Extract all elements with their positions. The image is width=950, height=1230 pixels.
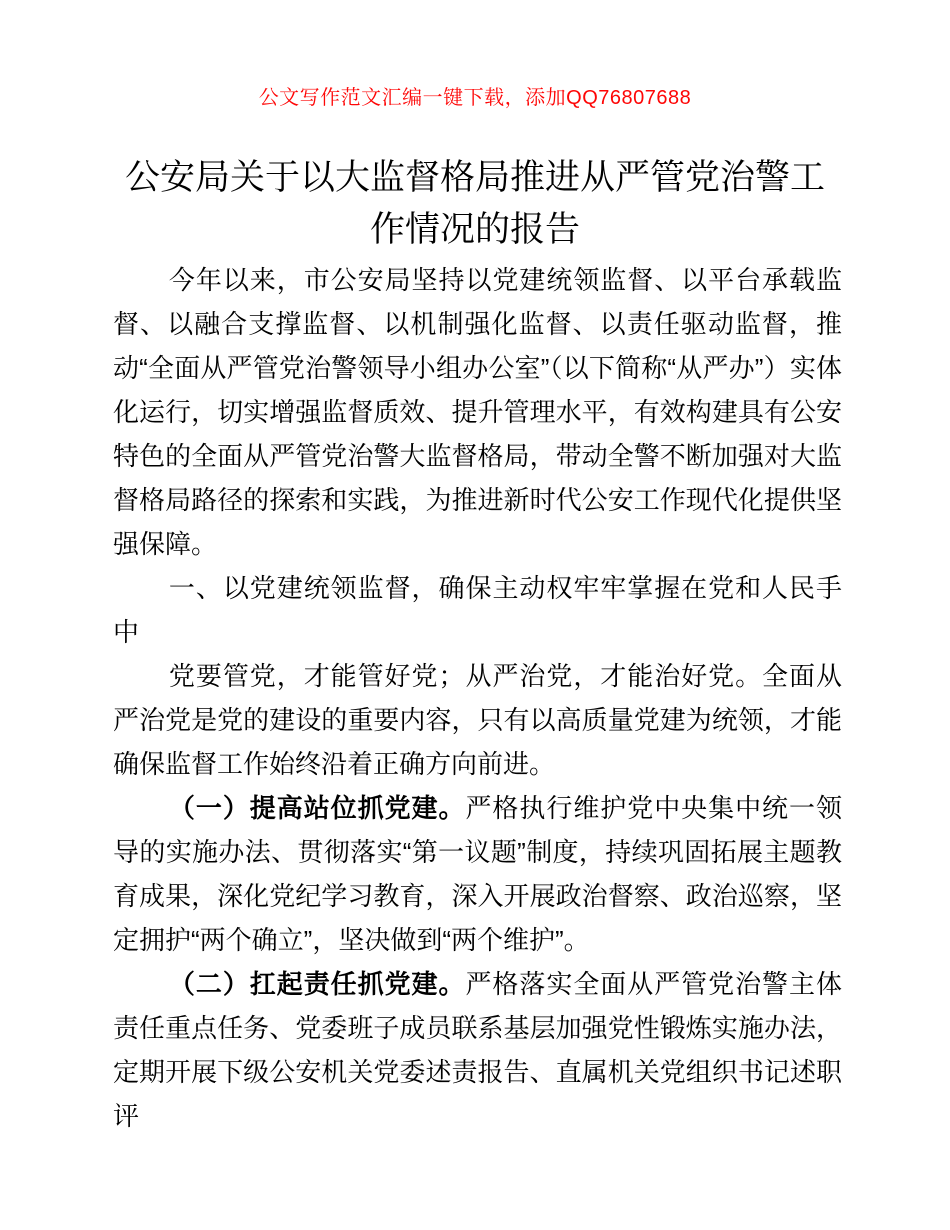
paragraph-section1-intro: 党要管党，才能管好党；从严治党，才能治好党。全面从严治党是党的建设的重要内容，只有以高质量党建为统领，才能确保监督工作始终沿着正确方向前进。: [113, 661, 842, 779]
document-title: 公安局关于以大监督格局推进从严管党治警工作情况的报告: [124, 158, 825, 249]
paragraph-item-1: [113, 786, 842, 962]
item-2-lead: （二）扛起责任抓党建。: [168, 969, 466, 999]
document-body: [113, 258, 842, 1138]
item-1-text: 严格执行维护党中央集中统一领导的实施办法、贯彻落实“第一议题”制度，持续巩固拓展主题教育成果，深化党纪学习教育，深入开展政治督察、政治巡察，坚定拥护“两个确立”，坚决做到“两个维护”。: [113, 793, 842, 955]
item-1-lead: （一）提高站位抓党建。: [168, 793, 466, 823]
section-1-heading: 一、以党建统领监督，确保主动权牢牢掌握在党和人民手中: [113, 573, 842, 647]
item-2-text: 严格落实全面从严管党治警主体责任重点任务、党委班子成员联系基层加强党性锻炼实施办法，定期开展下级公安机关党委述责报告、直属机关党组织书记述职评: [113, 969, 842, 1131]
paragraph-item-2: [113, 962, 842, 1138]
paragraph-intro: 今年以来，市公安局坚持以党建统领监督、以平台承载监督、以融合支撑监督、以机制强化监督、以责任驱动监督，推动“全面从严管党治警领导小组办公室”（以下简称“从严办”）实体化运行，切实增强监督质效、提升管理水平，有效构建具有公安特色的全面从严管党治警大监督格局，带动全警不断加强对大监督格局路径的探索和实践，为推进新时代公安工作现代化提供坚强保障。: [113, 265, 842, 559]
notice-banner: 公文写作范文汇编一键下载，添加QQ76807688: [258, 87, 692, 109]
